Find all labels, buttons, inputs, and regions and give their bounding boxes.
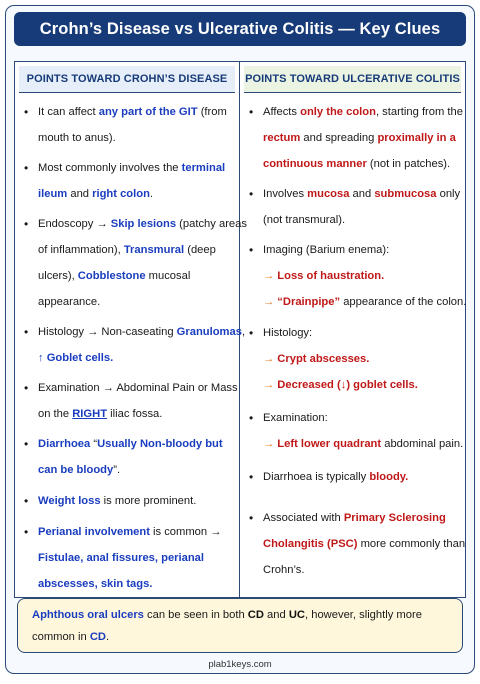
highlight: Diarrhoea bbox=[38, 438, 91, 450]
arrow-icon: → bbox=[263, 379, 278, 391]
highlight: proximally in a bbox=[377, 132, 456, 144]
bullet-icon: • bbox=[249, 105, 254, 119]
item-text: Involves bbox=[263, 188, 308, 200]
note-text: can be seen in both bbox=[143, 609, 248, 621]
arrow-icon: → bbox=[263, 296, 278, 308]
highlight: Aphthous oral ulcers bbox=[32, 609, 144, 621]
item-text: Diarrhoea is typically bbox=[263, 471, 370, 483]
bullet-icon: • bbox=[24, 217, 29, 231]
bullet-icon: • bbox=[24, 161, 29, 175]
uc-column bbox=[240, 62, 465, 597]
highlight: Decreased (↓) goblet cells. bbox=[277, 379, 418, 391]
item-text: on the bbox=[38, 408, 73, 420]
highlight: CD bbox=[89, 631, 106, 643]
page-title: Crohn’s Disease vs Ulcerative Colitis — Key Clues bbox=[14, 12, 466, 46]
item-text: Most commonly involves the bbox=[38, 162, 182, 174]
cheat-sheet-card bbox=[5, 5, 475, 674]
highlight: right colon bbox=[92, 188, 150, 200]
arrow-icon: → bbox=[263, 438, 278, 450]
shared-note bbox=[17, 598, 463, 653]
bullet-icon: • bbox=[24, 437, 29, 451]
note-text: . bbox=[106, 631, 110, 643]
highlight: Granulomas bbox=[176, 326, 242, 338]
item-text: mucosal bbox=[145, 270, 191, 282]
highlight: Primary Sclerosing bbox=[343, 512, 446, 524]
item-text: (patchy areas bbox=[176, 218, 247, 230]
item-text: ulcers), bbox=[38, 270, 78, 282]
item-text: of inflammation), bbox=[38, 244, 124, 256]
highlight: “Drainpipe” bbox=[277, 296, 341, 308]
item-text: Histology → Non-caseating bbox=[38, 326, 177, 338]
item-text: “ bbox=[90, 438, 98, 450]
item-text: , starting from the bbox=[375, 106, 463, 118]
highlight: can be bloody bbox=[38, 464, 114, 476]
site-url: plab1keys.com bbox=[208, 659, 272, 670]
item-text: is more prominent. bbox=[100, 495, 197, 507]
highlight: Crypt abscesses. bbox=[277, 353, 370, 365]
note-text: and bbox=[263, 609, 289, 621]
highlight: Skip lesions bbox=[110, 218, 177, 230]
note-abbrev: CD bbox=[247, 609, 264, 621]
item-text: and spreading bbox=[300, 132, 378, 144]
item-text: , bbox=[241, 326, 246, 338]
item-text: abdominal pain. bbox=[381, 438, 464, 450]
highlight: bloody. bbox=[369, 471, 409, 483]
arrow-icon: → bbox=[263, 270, 278, 282]
highlight: any part of the GIT bbox=[98, 106, 198, 118]
highlight: Weight loss bbox=[38, 495, 101, 507]
highlight: continuous manner bbox=[263, 158, 367, 170]
item-text: ”. bbox=[113, 464, 121, 476]
comparison-table bbox=[14, 61, 466, 598]
highlight: Cholangitis (PSC) bbox=[263, 538, 358, 550]
item-text: mouth to anus). bbox=[38, 132, 116, 144]
item-text: (not transmural). bbox=[263, 214, 346, 226]
highlight: abscesses, skin tags. bbox=[38, 578, 153, 590]
bullet-icon: • bbox=[24, 325, 29, 339]
crohns-heading: POINTS TOWARD CROHN’S DISEASE bbox=[19, 66, 235, 93]
highlight: Loss of haustration. bbox=[277, 270, 385, 282]
item-text: Examination → Abdominal Pain or Mass bbox=[38, 382, 238, 394]
item-text: only bbox=[436, 188, 461, 200]
bullet-icon: • bbox=[24, 105, 29, 119]
item-text: (not in patches). bbox=[366, 158, 451, 170]
item-text: Crohn’s. bbox=[263, 564, 305, 576]
item-text: and bbox=[67, 188, 93, 200]
highlight: Fistulae, anal fissures, perianal bbox=[38, 552, 205, 564]
item-text: (from bbox=[197, 106, 227, 118]
highlight: terminal bbox=[181, 162, 226, 174]
highlight: Perianal involvement bbox=[38, 526, 150, 538]
item-text: It can affect bbox=[38, 106, 99, 118]
item-text: (deep bbox=[184, 244, 216, 256]
bullet-icon: • bbox=[24, 525, 29, 539]
item-text: appearance of the colon. bbox=[340, 296, 467, 308]
highlight: submucosa bbox=[374, 188, 437, 200]
highlight: ileum bbox=[38, 188, 68, 200]
bullet-icon: • bbox=[249, 243, 254, 257]
highlight: Left lower quadrant bbox=[277, 438, 382, 450]
item-text: iliac fossa. bbox=[107, 408, 163, 420]
note-abbrev: UC bbox=[288, 609, 306, 621]
item-text: and bbox=[349, 188, 375, 200]
item-text: is common → bbox=[149, 526, 222, 538]
highlight: ↑ Goblet cells. bbox=[38, 352, 114, 364]
item-text: more commonly than bbox=[357, 538, 466, 550]
highlight: Transmural bbox=[123, 244, 185, 256]
item-text: Histology: bbox=[263, 327, 313, 339]
item-text: . bbox=[149, 188, 154, 200]
bullet-icon: • bbox=[24, 494, 29, 508]
bullet-icon: • bbox=[249, 187, 254, 201]
highlight: Usually Non-bloody but bbox=[97, 438, 223, 450]
crohns-column bbox=[15, 62, 247, 597]
highlight: RIGHT bbox=[72, 408, 108, 420]
bullet-icon: • bbox=[249, 326, 254, 340]
item-text: Endoscopy → bbox=[38, 218, 111, 230]
bullet-icon: • bbox=[249, 411, 254, 425]
item-text: Affects bbox=[263, 106, 301, 118]
bullet-icon: • bbox=[249, 470, 254, 484]
bullet-icon: • bbox=[249, 511, 254, 525]
bullet-icon: • bbox=[24, 381, 29, 395]
item-text: Imaging (Barium enema): bbox=[263, 244, 390, 256]
item-text: Associated with bbox=[263, 512, 344, 524]
item-text: Examination: bbox=[263, 412, 328, 424]
note-text: , however, slightly more bbox=[305, 609, 422, 621]
highlight: mucosa bbox=[307, 188, 350, 200]
uc-heading: POINTS TOWARD ULCERATIVE COLITIS bbox=[244, 66, 461, 93]
arrow-icon: → bbox=[263, 353, 278, 365]
item-text: appearance. bbox=[38, 296, 101, 308]
note-text: common in bbox=[32, 631, 90, 643]
highlight: only the colon bbox=[300, 106, 376, 118]
highlight: Cobblestone bbox=[77, 270, 146, 282]
highlight: rectum bbox=[263, 132, 301, 144]
